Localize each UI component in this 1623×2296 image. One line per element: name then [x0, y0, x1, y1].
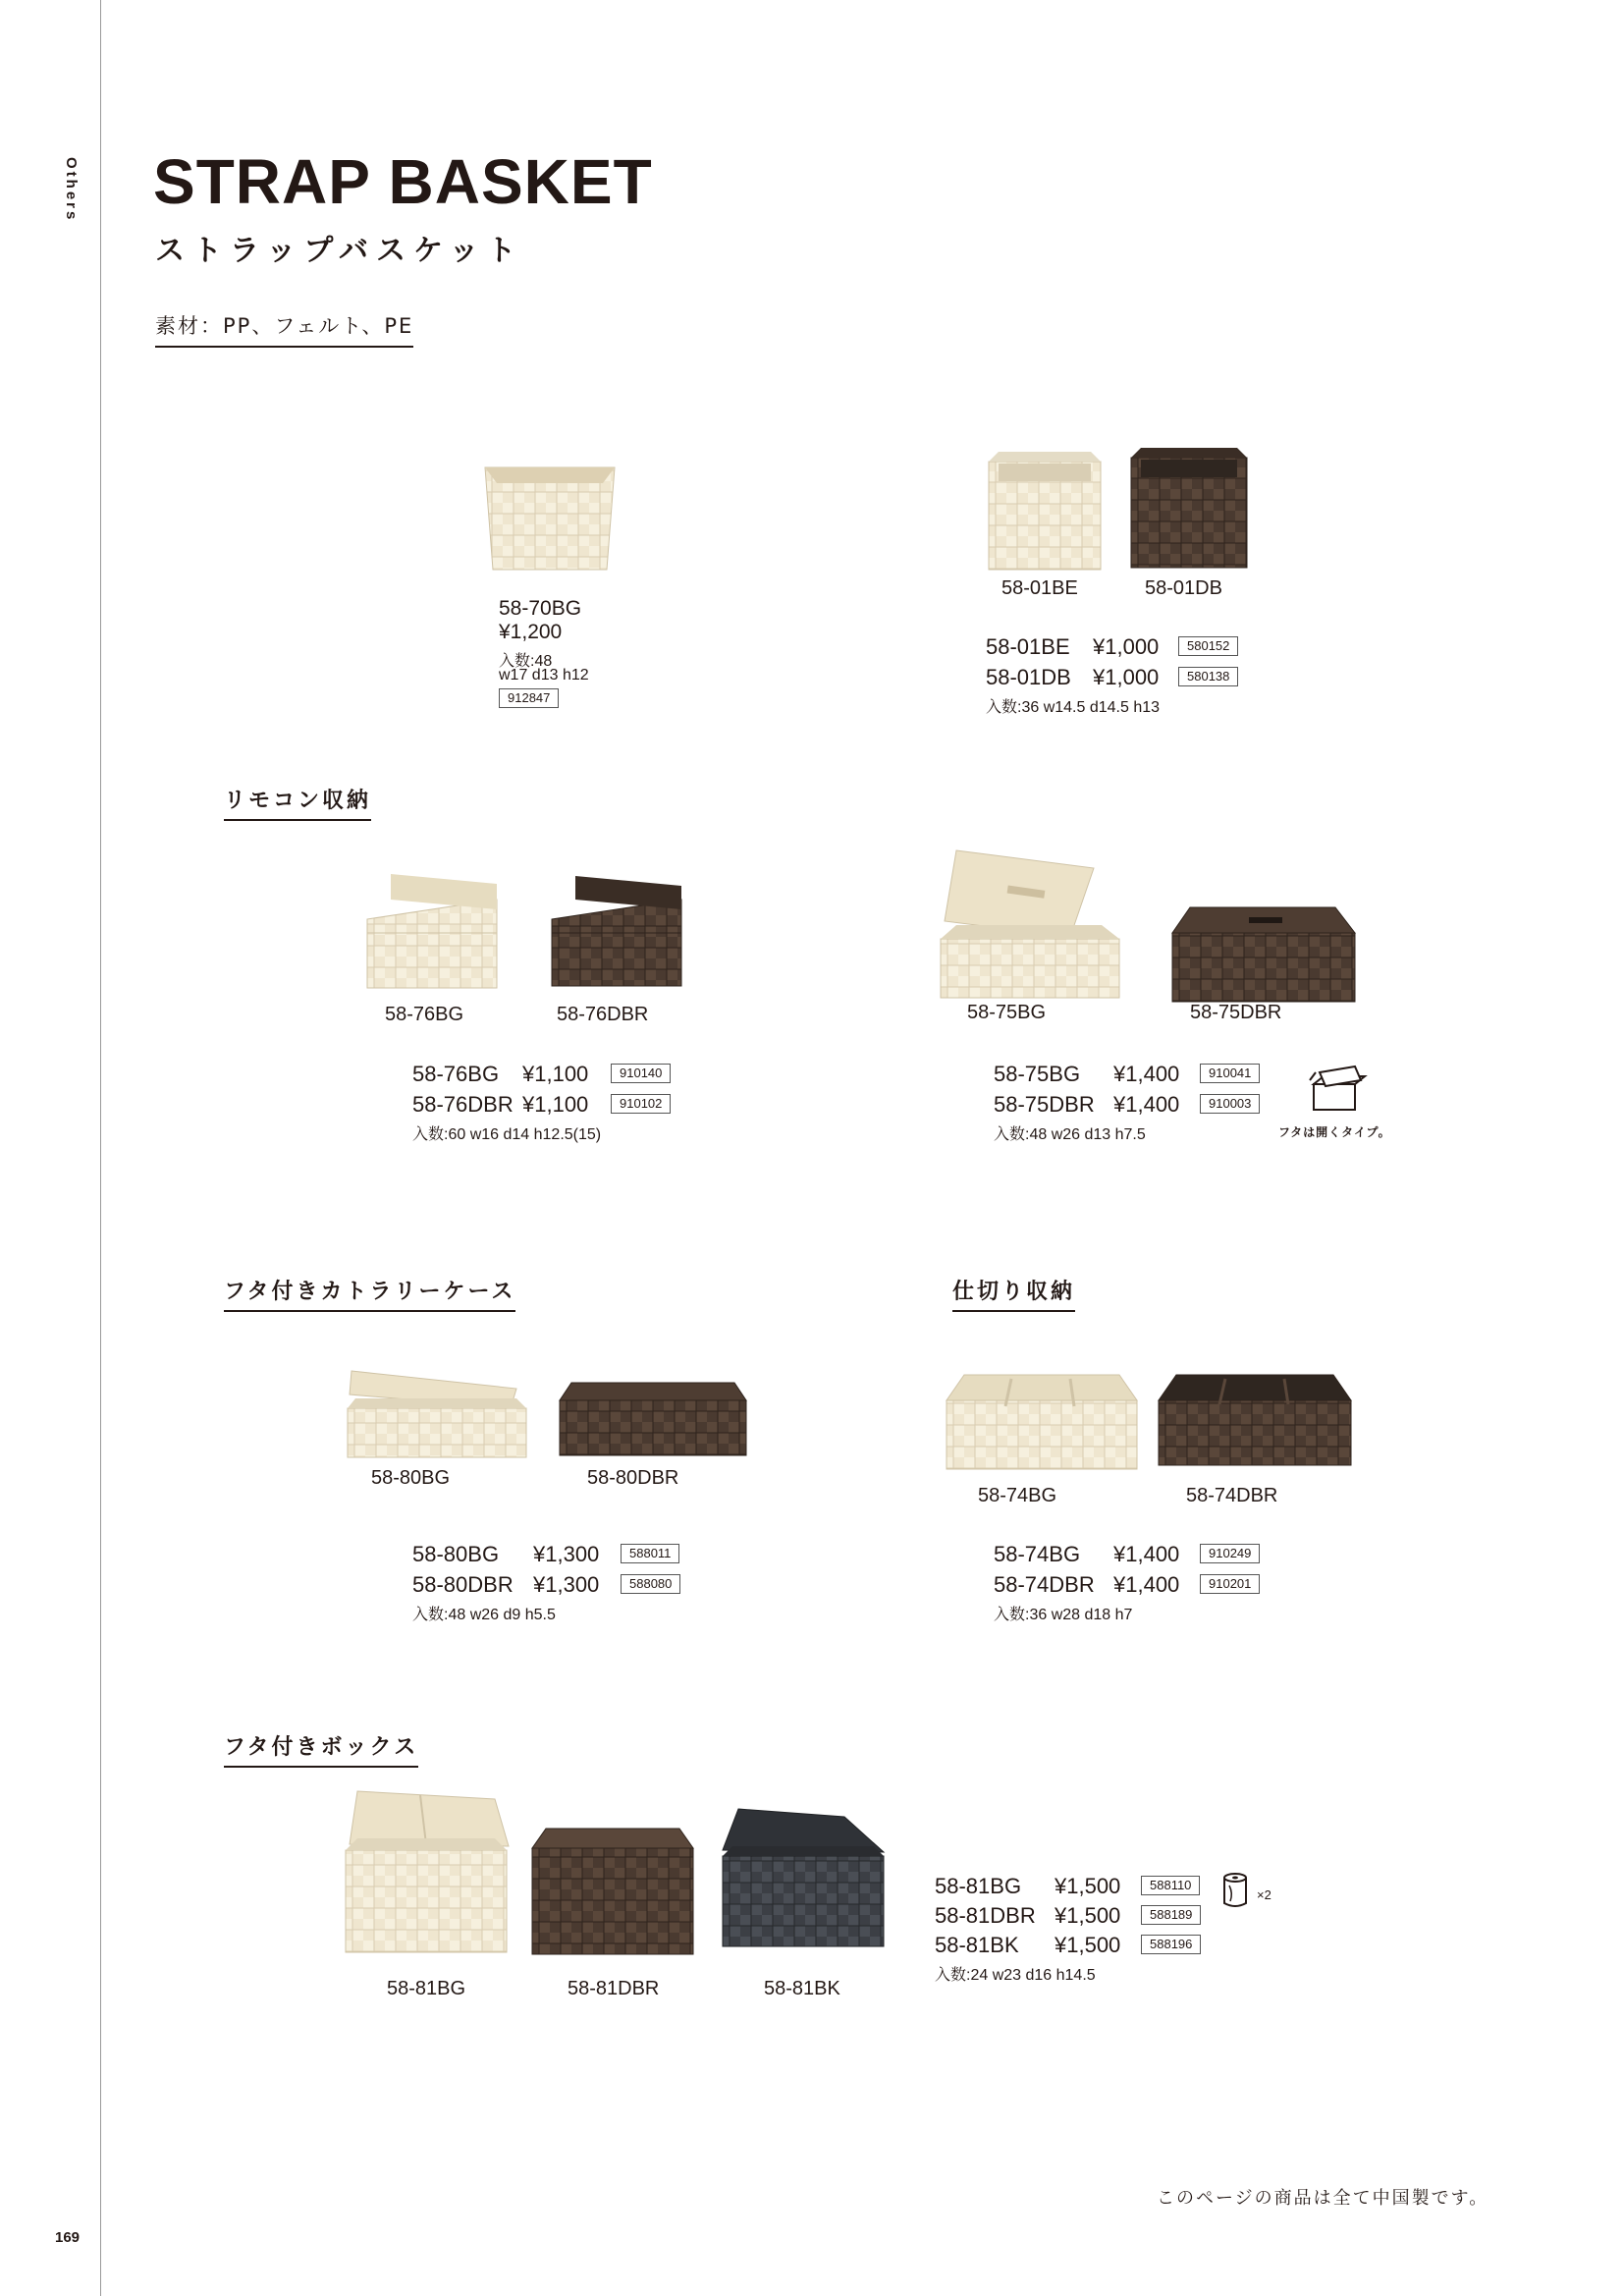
product-spec-58-76: 入数:60 w16 d14 h12.5(15): [412, 1126, 602, 1143]
product-image-58-76dbr: [548, 872, 685, 990]
caption-58-75bg: 58-75BG: [967, 1002, 1047, 1023]
product-image-58-76bg: [363, 870, 501, 992]
lid-type-note: フタは開くタイプ。: [1278, 1125, 1391, 1139]
product-price-58-81bg: ¥1,500: [1055, 1874, 1121, 1898]
open-lid-icon: [1308, 1063, 1371, 1114]
material-label: 素材：PP、フェルト、PE: [155, 310, 413, 348]
roll-multiplier: ×2: [1257, 1887, 1271, 1902]
product-code-58-75dbr: 58-75DBR: [994, 1092, 1095, 1117]
product-price-58-74dbr: ¥1,400: [1113, 1572, 1180, 1597]
product-price-58-81bk: ¥1,500: [1055, 1933, 1121, 1957]
product-image-58-70bg: [481, 460, 619, 573]
side-section-label: Others: [63, 157, 80, 223]
product-image-58-01db: [1127, 446, 1251, 570]
product-price-58-75dbr: ¥1,400: [1113, 1092, 1180, 1117]
product-image-58-74dbr: [1155, 1371, 1355, 1469]
product-code-58-76bg: 58-76BG: [412, 1062, 500, 1086]
product-code-58-81bg: 58-81BG: [935, 1874, 1022, 1898]
jan-code-58-70bg: 912847: [499, 688, 559, 708]
caption-58-76bg: 58-76BG: [385, 1004, 464, 1025]
country-of-origin-note: このページの商品は全て中国製です。: [1157, 2188, 1489, 2209]
product-image-58-75dbr: [1168, 903, 1361, 1006]
jan-code-58-75bg: 910041: [1200, 1064, 1260, 1083]
product-price-58-76dbr: ¥1,100: [522, 1092, 589, 1117]
caption-58-76dbr: 58-76DBR: [557, 1004, 649, 1025]
product-price-58-80bg: ¥1,300: [533, 1542, 600, 1566]
product-image-58-81bg: [342, 1789, 513, 1956]
product-spec-58-74: 入数:36 w28 d18 h7: [994, 1607, 1133, 1623]
product-spec-58-01: 入数:36 w14.5 d14.5 h13: [986, 699, 1161, 716]
product-price-58-01db: ¥1,000: [1093, 665, 1160, 689]
jan-code-58-74bg: 910249: [1200, 1544, 1260, 1563]
product-code-58-80bg: 58-80BG: [412, 1542, 500, 1566]
section-title-remote: リモコン収納: [224, 784, 371, 821]
jan-code-58-74dbr: 910201: [1200, 1574, 1260, 1594]
product-code-58-74bg: 58-74BG: [994, 1542, 1081, 1566]
page-subtitle: ストラップバスケット: [155, 234, 524, 268]
product-image-58-01be: [985, 450, 1105, 572]
product-code-58-81bk: 58-81BK: [935, 1933, 1019, 1957]
jan-code-58-75dbr: 910003: [1200, 1094, 1260, 1114]
product-code-58-74dbr: 58-74DBR: [994, 1572, 1095, 1597]
caption-58-81dbr: 58-81DBR: [568, 1978, 660, 1999]
product-code-58-80dbr: 58-80DBR: [412, 1572, 514, 1597]
page-number: 169: [55, 2229, 81, 2246]
section-title-lidbox: フタ付きボックス: [224, 1730, 418, 1768]
product-code-58-01be: 58-01BE: [986, 634, 1070, 659]
product-image-58-80bg: [344, 1369, 530, 1461]
product-qty-58-70bg: 入数:48: [499, 653, 553, 670]
page-title: STRAP BASKET: [153, 146, 653, 217]
product-code-58-01db: 58-01DB: [986, 665, 1071, 689]
jan-code-58-81bg: 588110: [1141, 1876, 1200, 1895]
product-image-58-81bk: [719, 1807, 888, 1950]
jan-code-58-01db: 580138: [1178, 667, 1238, 686]
product-price-58-70bg: ¥1,200: [499, 621, 563, 643]
product-code-58-70bg: 58-70BG: [499, 597, 582, 620]
jan-code-58-80dbr: 588080: [621, 1574, 680, 1594]
caption-58-81bk: 58-81BK: [764, 1978, 840, 1999]
product-price-58-74bg: ¥1,400: [1113, 1542, 1180, 1566]
product-code-58-75bg: 58-75BG: [994, 1062, 1081, 1086]
page-margin-rule: [100, 0, 101, 2296]
product-image-58-74bg: [943, 1371, 1141, 1473]
product-price-58-76bg: ¥1,100: [522, 1062, 589, 1086]
jan-code-58-80bg: 588011: [621, 1544, 679, 1563]
product-spec-58-80: 入数:48 w26 d9 h5.5: [412, 1607, 556, 1623]
caption-58-75dbr: 58-75DBR: [1190, 1002, 1282, 1023]
product-image-58-81dbr: [528, 1825, 697, 1958]
product-size-58-70bg: w17 d13 h12: [499, 667, 589, 683]
product-image-58-75bg: [937, 847, 1123, 1004]
jan-code-58-81bk: 588196: [1141, 1935, 1201, 1954]
product-spec-58-75: 入数:48 w26 d13 h7.5: [994, 1126, 1146, 1143]
product-price-58-81dbr: ¥1,500: [1055, 1903, 1121, 1928]
product-price-58-75bg: ¥1,400: [1113, 1062, 1180, 1086]
product-spec-58-81: 入数:24 w23 d16 h14.5: [935, 1967, 1096, 1984]
caption-58-81bg: 58-81BG: [387, 1978, 466, 1999]
toilet-roll-icon: [1221, 1872, 1251, 1911]
caption-58-01be: 58-01BE: [1001, 577, 1078, 599]
caption-58-01db: 58-01DB: [1145, 577, 1222, 599]
caption-58-74dbr: 58-74DBR: [1186, 1485, 1278, 1506]
jan-code-58-81dbr: 588189: [1141, 1905, 1201, 1925]
jan-code-58-76dbr: 910102: [611, 1094, 671, 1114]
section-title-divider: 仕切り収納: [952, 1275, 1075, 1312]
caption-58-80dbr: 58-80DBR: [587, 1467, 679, 1489]
product-image-58-80dbr: [556, 1379, 750, 1459]
caption-58-74bg: 58-74BG: [978, 1485, 1057, 1506]
caption-58-80bg: 58-80BG: [371, 1467, 451, 1489]
section-title-cutlery: フタ付きカトラリーケース: [224, 1275, 515, 1312]
product-price-58-01be: ¥1,000: [1093, 634, 1160, 659]
jan-code-58-01be: 580152: [1178, 636, 1238, 656]
product-code-58-76dbr: 58-76DBR: [412, 1092, 514, 1117]
product-price-58-80dbr: ¥1,300: [533, 1572, 600, 1597]
product-code-58-81dbr: 58-81DBR: [935, 1903, 1036, 1928]
jan-code-58-76bg: 910140: [611, 1064, 671, 1083]
